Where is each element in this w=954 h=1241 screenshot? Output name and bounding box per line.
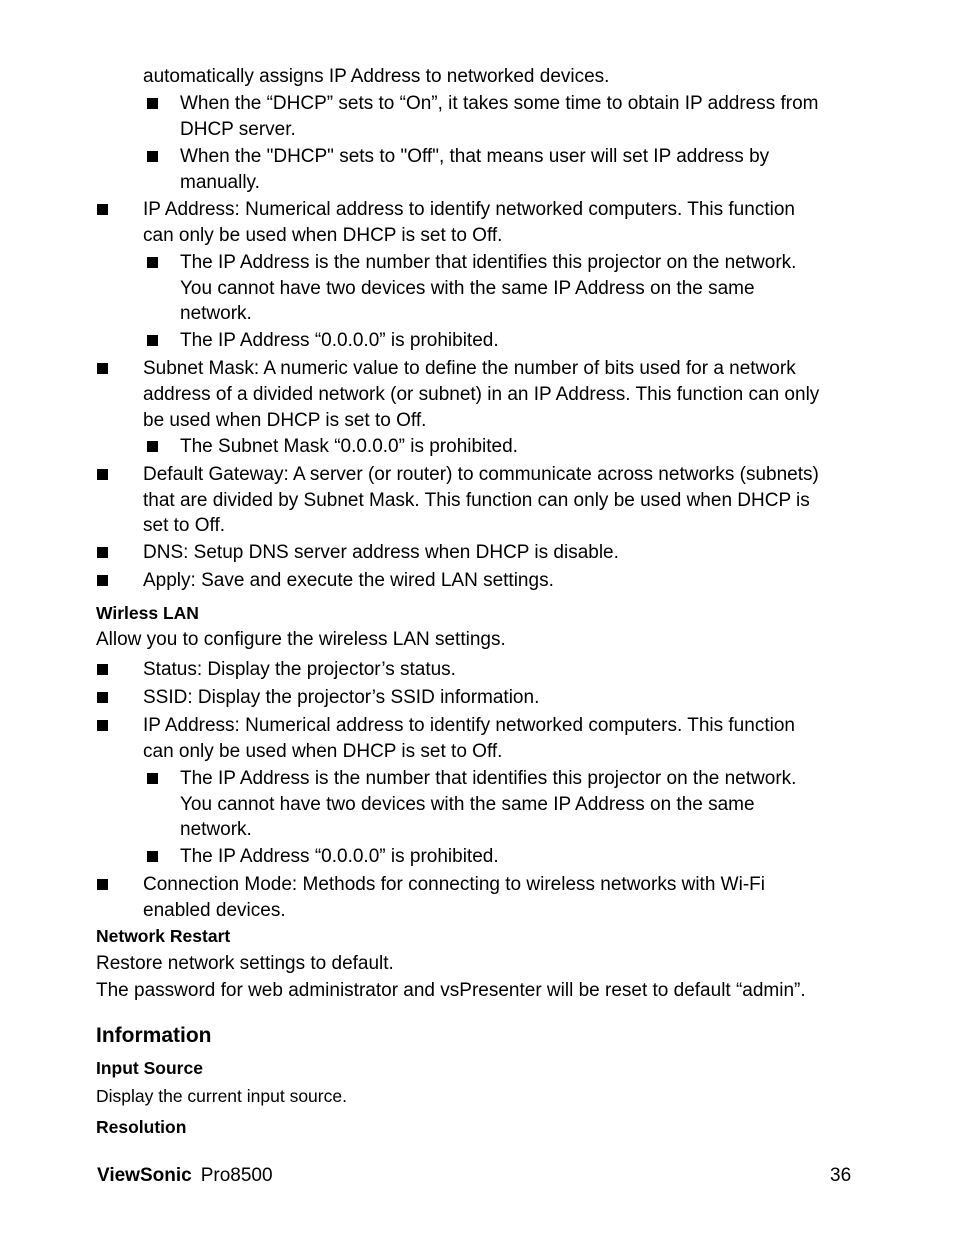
page-footer-brand (97, 1164, 273, 1188)
bullet-square-icon (97, 720, 108, 731)
bullet-square-icon (97, 879, 108, 890)
wired-ip-sub2: The IP Address “0.0.0.0” is prohibited. (180, 330, 499, 351)
wireless-intro: Allow you to configure the wireless LAN settings. (96, 629, 506, 650)
subnet-line1: Subnet Mask: A numeric value to define the number of bits used for a network (143, 358, 796, 379)
apply-item: Apply: Save and execute the wired LAN settings. (143, 570, 554, 591)
wired-ip-sub1-line1: The IP Address is the number that identifies this projector on the network. (180, 252, 797, 273)
bullet-square-icon (97, 547, 108, 558)
subnet-line3: be used when DHCP is set to Off. (143, 410, 427, 431)
bullet-square-icon (147, 441, 158, 452)
wireless-ssid: SSID: Display the projector’s SSID information. (143, 687, 540, 708)
bullet-square-icon (147, 151, 158, 162)
dhcp-off-line2: manually. (180, 172, 260, 193)
bullet-square-icon (97, 363, 108, 374)
subnet-sub: The Subnet Mask “0.0.0.0” is prohibited. (180, 436, 518, 457)
wireless-ip-line2: can only be used when DHCP is set to Off. (143, 741, 503, 762)
subnet-line2: address of a divided network (or subnet) in an IP Address. This function can only (143, 384, 820, 405)
wireless-ip-line1: IP Address: Numerical address to identify networked computers. This function (143, 715, 795, 736)
bullet-square-icon (97, 692, 108, 703)
connection-mode-line2: enabled devices. (143, 900, 286, 921)
dns-item: DNS: Setup DNS server address when DHCP is disable. (143, 542, 619, 563)
resolution-heading: Resolution (96, 1117, 187, 1137)
bullet-square-icon (147, 851, 158, 862)
restart-line2: The password for web administrator and vsPresenter will be reset to default “admin”. (96, 980, 806, 1001)
bullet-square-icon (97, 664, 108, 675)
wired-ip-line1: IP Address: Numerical address to identify networked computers. This function (143, 199, 795, 220)
wireless-ip-sub1-line3: network. (180, 819, 252, 840)
gateway-line1: Default Gateway: A server (or router) to communicate across networks (subnets) (143, 464, 819, 485)
bullet-square-icon (97, 204, 108, 215)
bullet-square-icon (97, 469, 108, 480)
gateway-line3: set to Off. (143, 515, 226, 536)
wireless-ip-sub1-line1: The IP Address is the number that identifies this projector on the network. (180, 768, 797, 789)
bullet-square-icon (147, 98, 158, 109)
wireless-status: Status: Display the projector’s status. (143, 659, 456, 680)
wired-ip-sub1-line3: network. (180, 303, 252, 324)
information-heading: Information (96, 1024, 212, 1047)
wireless-ip-sub2: The IP Address “0.0.0.0” is prohibited. (180, 846, 499, 867)
bullet-square-icon (147, 773, 158, 784)
gateway-line2: that are divided by Subnet Mask. This function can only be used when DHCP is (143, 490, 810, 511)
network-restart-heading: Network Restart (96, 926, 231, 946)
input-source-text: Display the current input source. (96, 1086, 347, 1106)
model-name: Pro8500 (200, 1165, 273, 1186)
bullet-square-icon (97, 575, 108, 586)
wired-ip-sub1-line2: You cannot have two devices with the same IP Address on the same (180, 278, 755, 299)
connection-mode-line1: Connection Mode: Methods for connecting to wireless networks with Wi-Fi (143, 874, 765, 895)
page-number: 36 (830, 1165, 852, 1186)
brand-name: ViewSonic (97, 1165, 192, 1186)
bullet-square-icon (147, 257, 158, 268)
restart-line1: Restore network settings to default. (96, 953, 394, 974)
dhcp-off-line1: When the "DHCP" sets to "Off", that means user will set IP address by (180, 146, 770, 167)
wired-ip-line2: can only be used when DHCP is set to Off. (143, 225, 503, 246)
dhcp-on-line1: When the “DHCP” sets to “On”, it takes some time to obtain IP address from (180, 93, 819, 114)
wired-intro-continuation: automatically assigns IP Address to networked devices. (143, 66, 610, 87)
wireless-lan-heading: Wirless LAN (96, 603, 199, 623)
dhcp-on-line2: DHCP server. (180, 119, 296, 140)
bullet-square-icon (147, 335, 158, 346)
input-source-heading: Input Source (96, 1058, 203, 1078)
wireless-ip-sub1-line2: You cannot have two devices with the same IP Address on the same (180, 794, 755, 815)
